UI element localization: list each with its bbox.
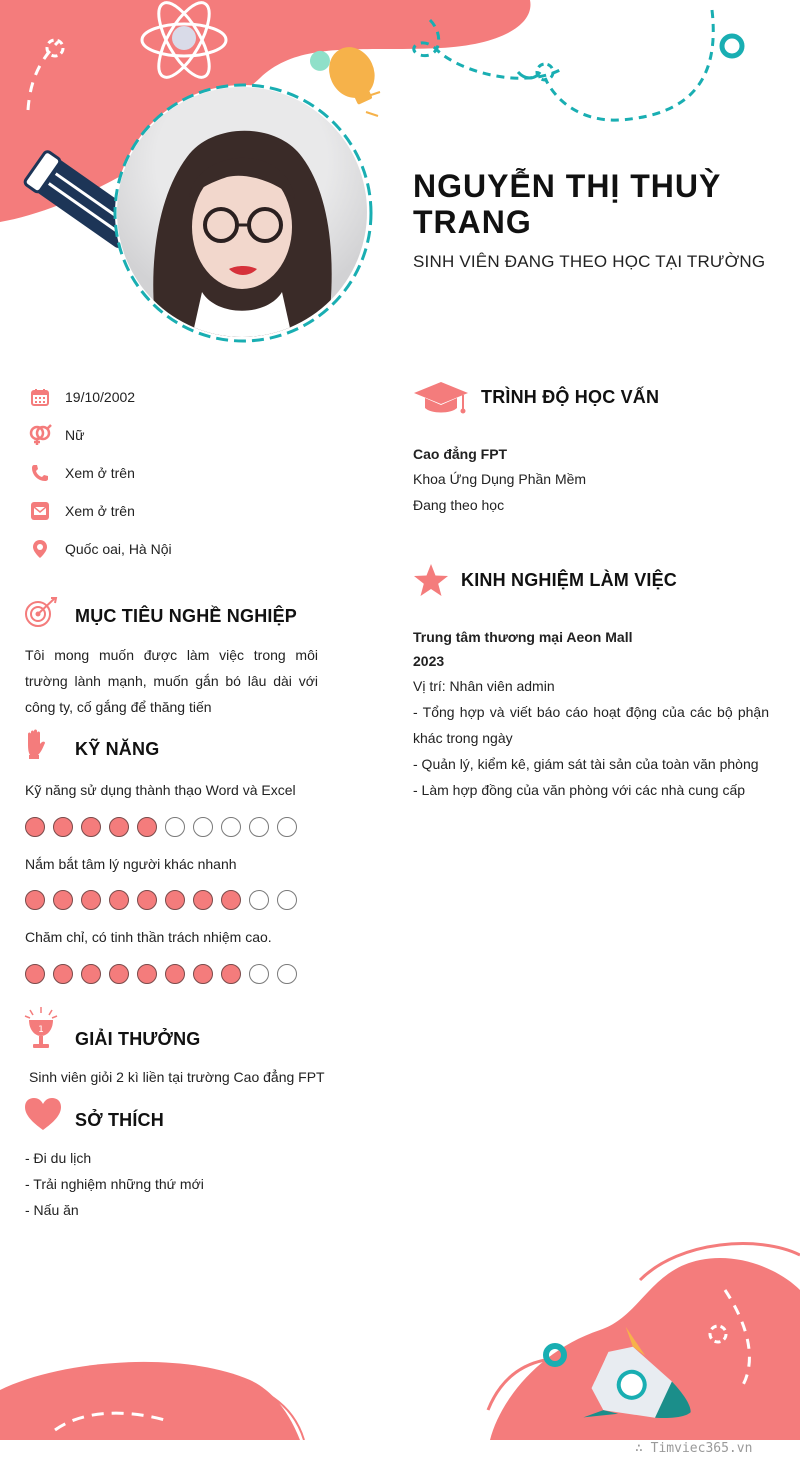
rating-dot-empty: [193, 817, 213, 837]
rating-dot-empty: [165, 817, 185, 837]
rating-dot-filled: [193, 964, 213, 984]
rating-dot-empty: [221, 817, 241, 837]
hobby-3: - Nấu ăn: [25, 1202, 79, 1218]
skill-label-2: Nắm bắt tâm lý người khác nhanh: [25, 856, 237, 872]
education-major: Khoa Ứng Dụng Phần Mềm: [413, 471, 587, 487]
skill-rating-2: [25, 890, 297, 910]
rating-dot-filled: [137, 890, 157, 910]
avatar: [117, 87, 367, 337]
education-title: TRÌNH ĐỘ HỌC VẤN: [481, 387, 660, 407]
education-school: Cao đẳng FPT: [413, 446, 508, 462]
calendar-icon: [28, 385, 52, 409]
info-birthday: [28, 384, 135, 410]
experience-duty-2: - Quản lý, kiểm kê, giám sát tài sản của toàn văn phòng: [413, 756, 759, 772]
svg-text:1: 1: [38, 1025, 44, 1035]
rating-dot-filled: [25, 890, 45, 910]
experience-position: Vị trí: Nhân viên admin: [413, 678, 555, 694]
rating-dot-filled: [193, 890, 213, 910]
rating-dot-empty: [277, 964, 297, 984]
rating-dot-empty: [249, 817, 269, 837]
full-name: NGUYỄN THỊ THUỲ TRANG: [413, 168, 722, 240]
info-address: [28, 536, 172, 562]
experience-year: 2023: [413, 653, 445, 669]
graduation-cap-icon: [413, 380, 469, 421]
rating-dot-empty: [249, 964, 269, 984]
rating-dot-filled: [165, 890, 185, 910]
objective-title: MỤC TIÊU NGHỀ NGHIỆP: [75, 606, 298, 626]
rating-dot-filled: [25, 964, 45, 984]
phone-value: Xem ở trên: [65, 465, 135, 481]
job-subtitle: SINH VIÊN ĐANG THEO HỌC TẠI TRƯỜNG: [413, 252, 766, 271]
rating-dot-filled: [53, 890, 73, 910]
experience-title: KINH NGHIỆM LÀM VIỆC: [461, 570, 678, 590]
rating-dot-filled: [137, 964, 157, 984]
hobby-1: - Đi du lịch: [25, 1150, 92, 1166]
rating-dot-filled: [221, 964, 241, 984]
email-value: Xem ở trên: [65, 503, 135, 519]
skill-rating-1: [25, 817, 297, 837]
rating-dot-empty: [277, 890, 297, 910]
rating-dot-filled: [53, 964, 73, 984]
birthday-value: 19/10/2002: [65, 389, 136, 405]
skill-rating-3: [25, 964, 297, 984]
info-phone: [28, 460, 135, 486]
awards-title: GIẢI THƯỞNG: [75, 1029, 201, 1049]
info-gender: [28, 422, 84, 448]
target-icon: [24, 596, 58, 635]
rating-dot-filled: [109, 890, 129, 910]
rating-dot-empty: [249, 890, 269, 910]
objective-text: Tôi mong muốn được làm việc trong môi trường lành mạnh, muốn gắn bó lâu dài với công ty, cố gắng để thăng tiến: [25, 647, 318, 715]
mail-icon: [28, 499, 52, 523]
gender-value: Nữ: [65, 427, 85, 443]
rating-dot-filled: [81, 890, 101, 910]
phone-icon: [28, 461, 52, 485]
rating-dot-filled: [81, 964, 101, 984]
rating-dot-empty: [277, 817, 297, 837]
watermark: ∴ Timviec365.vn: [635, 1441, 753, 1456]
rating-dot-filled: [109, 817, 129, 837]
heart-icon: [24, 1097, 62, 1136]
education-status: Đang theo học: [413, 497, 505, 513]
hand-icon: [24, 728, 48, 765]
location-icon: [28, 537, 52, 561]
experience-duty-1: - Tổng hợp và viết báo cáo hoạt động của các bộ phận khác trong ngày: [413, 704, 769, 746]
rating-dot-filled: [109, 964, 129, 984]
footer-decoration: [0, 1230, 800, 1440]
info-email: [28, 498, 135, 524]
hobbies-title: SỞ THÍCH: [75, 1110, 164, 1130]
rating-dot-filled: [25, 817, 45, 837]
rating-dot-filled: [81, 817, 101, 837]
gender-icon: [28, 423, 52, 447]
hobby-2: - Trải nghiệm những thứ mới: [25, 1176, 204, 1192]
rating-dot-filled: [53, 817, 73, 837]
experience-company: Trung tâm thương mại Aeon Mall: [413, 629, 633, 645]
rating-dot-filled: [165, 964, 185, 984]
star-icon: [413, 563, 449, 602]
skill-label-1: Kỹ năng sử dụng thành thạo Word và Excel: [25, 782, 296, 798]
skills-title: KỸ NĂNG: [75, 739, 160, 759]
experience-duty-3: - Làm hợp đồng của văn phòng với các nhà cung cấp: [413, 782, 746, 798]
awards-text: Sinh viên giỏi 2 kì liền tại trường Cao đẳng FPT: [29, 1069, 325, 1085]
address-value: Quốc oai, Hà Nội: [65, 541, 172, 557]
skill-label-3: Chăm chỉ, có tinh thần trách nhiệm cao.: [25, 929, 272, 945]
rating-dot-filled: [137, 817, 157, 837]
trophy-icon: [24, 1007, 58, 1056]
rating-dot-filled: [221, 890, 241, 910]
